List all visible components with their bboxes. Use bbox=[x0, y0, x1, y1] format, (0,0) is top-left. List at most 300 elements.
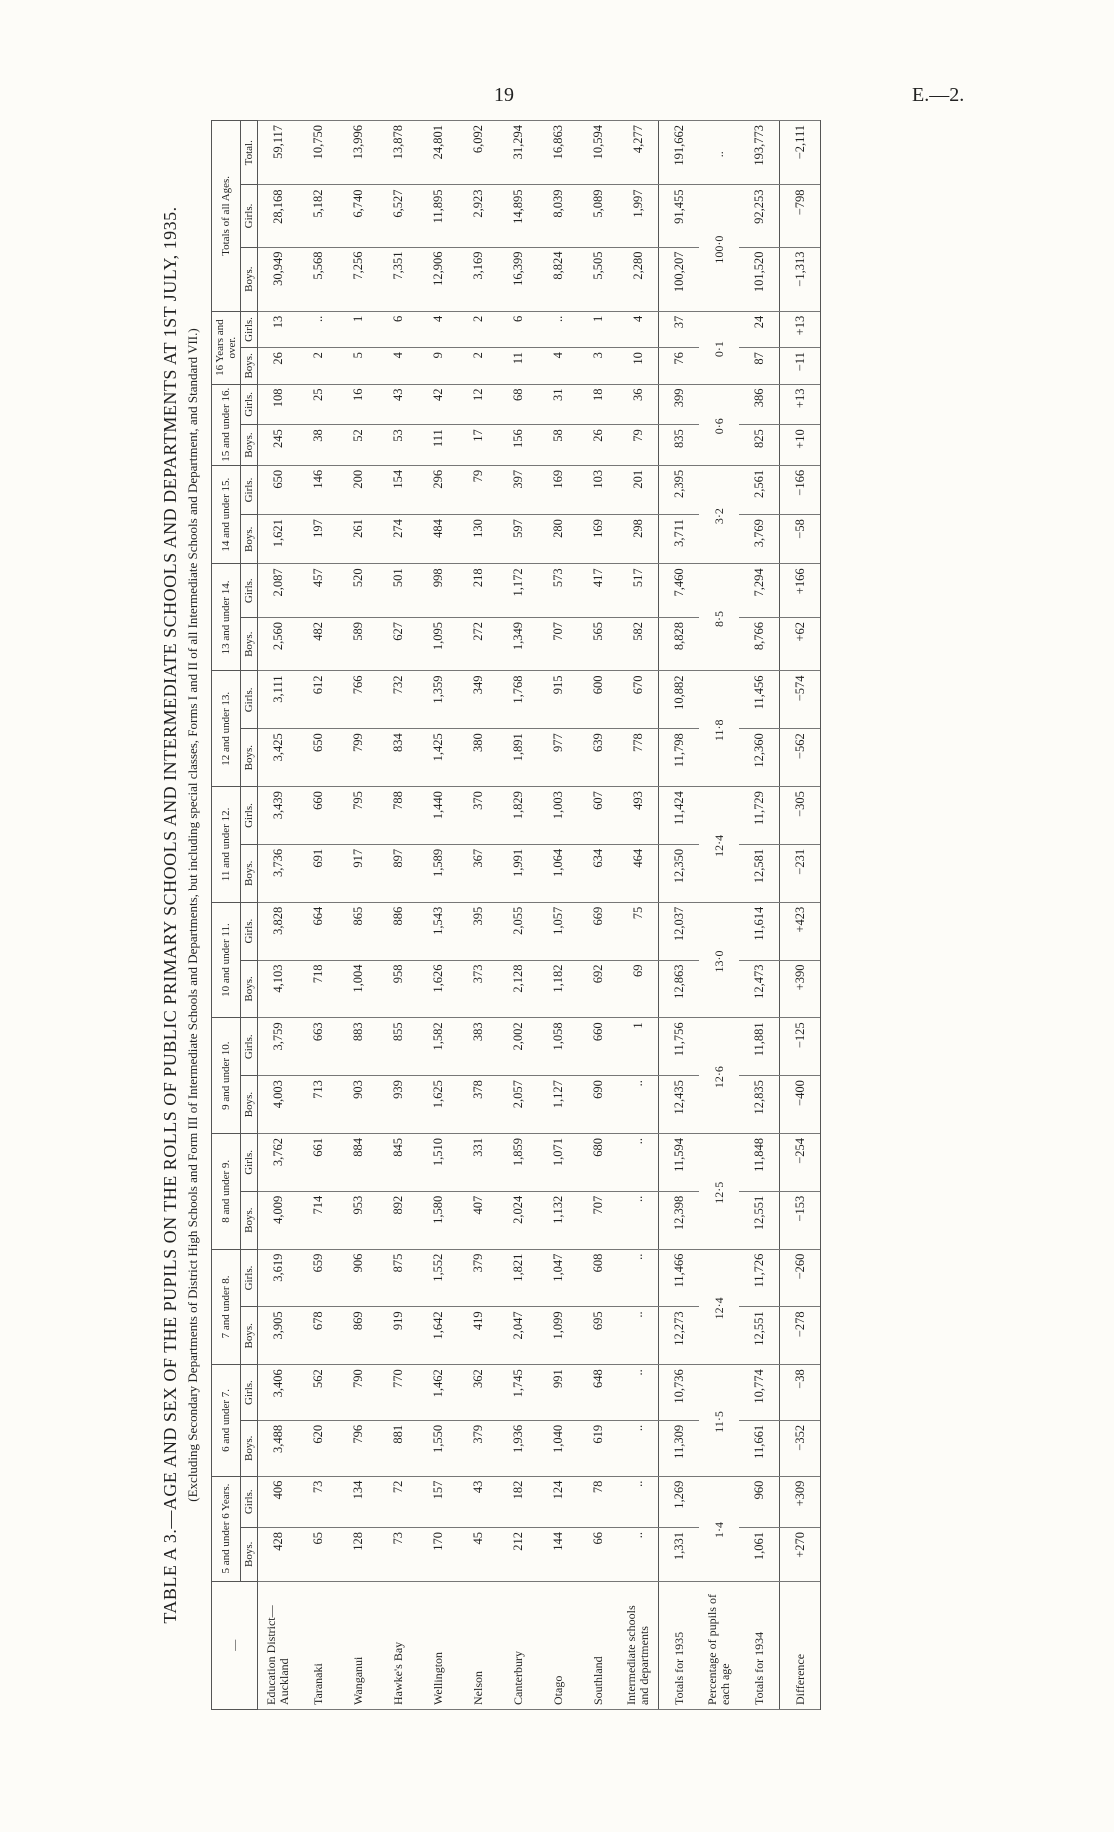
table-cell: 1,095 bbox=[418, 617, 458, 671]
totals-1935-row bbox=[659, 121, 700, 1710]
table-cell: 582 bbox=[618, 617, 659, 671]
table-cell: 2 bbox=[458, 348, 498, 384]
table-cell: .. bbox=[618, 1307, 659, 1365]
table-cell: 960 bbox=[739, 1476, 780, 1527]
percentage-cell: 11·8 bbox=[699, 671, 739, 787]
table-cell: 3,439 bbox=[258, 787, 299, 845]
row-label: Percentage of pupils of each age bbox=[699, 1581, 739, 1709]
table-cell: 953 bbox=[338, 1191, 378, 1249]
header-girls: Girls. bbox=[241, 787, 258, 845]
table-cell: 130 bbox=[458, 515, 498, 564]
header-total: Total. bbox=[241, 121, 258, 185]
table-cell: .. bbox=[618, 1365, 659, 1421]
table-cell: 977 bbox=[538, 729, 578, 787]
table-cell: 272 bbox=[458, 617, 498, 671]
table-cell: 565 bbox=[578, 617, 618, 671]
row-label: Nelson bbox=[458, 1581, 498, 1709]
table-cell: 4 bbox=[618, 311, 659, 347]
table-cell: 108 bbox=[258, 384, 299, 425]
table-cell: 407 bbox=[458, 1191, 498, 1249]
table-cell: 12,037 bbox=[659, 902, 700, 960]
table-cell: 406 bbox=[258, 1476, 299, 1527]
table-cell: 464 bbox=[618, 844, 659, 902]
table-cell: 1,626 bbox=[418, 960, 458, 1018]
table-cell: 11,798 bbox=[659, 729, 700, 787]
table-cell: 4,103 bbox=[258, 960, 299, 1018]
table-cell: 12,906 bbox=[418, 247, 458, 311]
table-cell: 906 bbox=[338, 1249, 378, 1307]
table-cell: 612 bbox=[298, 671, 338, 729]
table-cell: 1,642 bbox=[418, 1307, 458, 1365]
table-cell: 1,004 bbox=[338, 960, 378, 1018]
table-cell: +270 bbox=[780, 1527, 821, 1581]
table-cell: 157 bbox=[418, 1476, 458, 1527]
table-row bbox=[618, 121, 659, 1710]
table-row bbox=[378, 121, 418, 1710]
table-cell: 417 bbox=[578, 564, 618, 618]
table-cell: 154 bbox=[378, 465, 418, 514]
row-label: Education District— Auckland bbox=[258, 1581, 299, 1709]
page-reference: E.—2. bbox=[912, 84, 965, 106]
table-cell: 349 bbox=[458, 671, 498, 729]
table-cell: 43 bbox=[458, 1476, 498, 1527]
table-cell: 770 bbox=[378, 1365, 418, 1421]
table-cell: 1,580 bbox=[418, 1191, 458, 1249]
table-cell: 58 bbox=[538, 425, 578, 466]
rotated-table-page bbox=[160, 120, 846, 1710]
percentage-cell: 11·5 bbox=[699, 1365, 739, 1476]
table-cell: 11,729 bbox=[739, 787, 780, 845]
percentage-cell: 12·4 bbox=[699, 1249, 739, 1365]
header-age-10: 10 and under 11. bbox=[212, 902, 241, 1018]
table-cell: 14,895 bbox=[498, 185, 538, 247]
table-cell: 399 bbox=[659, 384, 700, 425]
header-girls: Girls. bbox=[241, 1018, 258, 1076]
table-cell: 1,625 bbox=[418, 1076, 458, 1134]
table-cell: 201 bbox=[618, 465, 659, 514]
table-cell: 52 bbox=[338, 425, 378, 466]
table-row bbox=[338, 121, 378, 1710]
table-cell: 1,550 bbox=[418, 1420, 458, 1476]
table-cell: 1 bbox=[618, 1018, 659, 1076]
age-sex-table bbox=[211, 120, 821, 1710]
percentage-cell: 0·6 bbox=[699, 384, 739, 465]
table-cell: 678 bbox=[298, 1307, 338, 1365]
table-cell: 627 bbox=[378, 617, 418, 671]
table-cell: 3,736 bbox=[258, 844, 299, 902]
header-boys: Boys. bbox=[241, 844, 258, 902]
percentage-cell: 12·4 bbox=[699, 787, 739, 903]
table-cell: 12,360 bbox=[739, 729, 780, 787]
table-cell: 795 bbox=[338, 787, 378, 845]
row-label: Hawke's Bay bbox=[378, 1581, 418, 1709]
table-cell: 128 bbox=[338, 1527, 378, 1581]
table-cell: 78 bbox=[578, 1476, 618, 1527]
table-cell: .. bbox=[618, 1076, 659, 1134]
table-cell: 1,621 bbox=[258, 515, 299, 564]
header-age-8: 8 and under 9. bbox=[212, 1133, 241, 1249]
table-cell: +166 bbox=[780, 564, 821, 618]
table-cell: 53 bbox=[378, 425, 418, 466]
row-label: Totals for 1935 bbox=[659, 1581, 700, 1709]
table-cell: 12,473 bbox=[739, 960, 780, 1018]
table-cell: 87 bbox=[739, 348, 780, 384]
table-cell: 6 bbox=[498, 311, 538, 347]
table-cell: 1,745 bbox=[498, 1365, 538, 1421]
table-cell: 1,003 bbox=[538, 787, 578, 845]
table-cell: 3,711 bbox=[659, 515, 700, 564]
table-cell: 1,040 bbox=[538, 1420, 578, 1476]
table-cell: 331 bbox=[458, 1133, 498, 1191]
table-cell: 11,848 bbox=[739, 1133, 780, 1191]
table-cell: .. bbox=[538, 311, 578, 347]
header-age-6: 6 and under 7. bbox=[212, 1365, 241, 1476]
table-cell: 28,168 bbox=[258, 185, 299, 247]
header-sub-row bbox=[241, 121, 258, 1710]
table-cell: +13 bbox=[780, 311, 821, 347]
table-cell: 619 bbox=[578, 1420, 618, 1476]
table-cell: 714 bbox=[298, 1191, 338, 1249]
row-label: Totals for 1934 bbox=[739, 1581, 780, 1709]
table-cell: 2,024 bbox=[498, 1191, 538, 1249]
table-cell: 939 bbox=[378, 1076, 418, 1134]
table-cell: 7,460 bbox=[659, 564, 700, 618]
table-cell: 2,560 bbox=[258, 617, 299, 671]
header-boys: Boys. bbox=[241, 247, 258, 311]
table-cell: 30,949 bbox=[258, 247, 299, 311]
table-cell: 6,740 bbox=[338, 185, 378, 247]
table-cell: 1,829 bbox=[498, 787, 538, 845]
table-cell: 31 bbox=[538, 384, 578, 425]
table-cell: 457 bbox=[298, 564, 338, 618]
header-girls: Girls. bbox=[241, 185, 258, 247]
table-cell: 661 bbox=[298, 1133, 338, 1191]
table-cell: 7,256 bbox=[338, 247, 378, 311]
table-cell: 11,661 bbox=[739, 1420, 780, 1476]
table-cell: 38 bbox=[298, 425, 338, 466]
table-cell: 998 bbox=[418, 564, 458, 618]
table-cell: 1,359 bbox=[418, 671, 458, 729]
table-cell: 13 bbox=[258, 311, 299, 347]
table-cell: 378 bbox=[458, 1076, 498, 1134]
table-cell: 191,662 bbox=[659, 121, 700, 185]
table-cell: 620 bbox=[298, 1420, 338, 1476]
table-cell: 4,003 bbox=[258, 1076, 299, 1134]
table-cell: 298 bbox=[618, 515, 659, 564]
table-cell: .. bbox=[618, 1476, 659, 1527]
table-cell: 1,331 bbox=[659, 1527, 700, 1581]
table-cell: 1,127 bbox=[538, 1076, 578, 1134]
table-cell: 884 bbox=[338, 1133, 378, 1191]
table-cell: 261 bbox=[338, 515, 378, 564]
table-cell: 8,828 bbox=[659, 617, 700, 671]
table-cell: 1,543 bbox=[418, 902, 458, 960]
table-cell: 1,582 bbox=[418, 1018, 458, 1076]
difference-row bbox=[780, 121, 821, 1710]
table-cell: 26 bbox=[258, 348, 299, 384]
table-cell: 1,936 bbox=[498, 1420, 538, 1476]
header-boys: Boys. bbox=[241, 1527, 258, 1581]
percentage-cell: 100·0 bbox=[699, 185, 739, 311]
table-cell: 897 bbox=[378, 844, 418, 902]
table-cell: 573 bbox=[538, 564, 578, 618]
table-cell: +423 bbox=[780, 902, 821, 960]
table-cell: 3,762 bbox=[258, 1133, 299, 1191]
row-label: Difference bbox=[780, 1581, 821, 1709]
table-cell: 845 bbox=[378, 1133, 418, 1191]
table-cell: 12,835 bbox=[739, 1076, 780, 1134]
table-cell: 379 bbox=[458, 1249, 498, 1307]
table-cell: 917 bbox=[338, 844, 378, 902]
table-cell: 958 bbox=[378, 960, 418, 1018]
table-cell: 245 bbox=[258, 425, 299, 466]
table-cell: +10 bbox=[780, 425, 821, 466]
table-cell: 1,997 bbox=[618, 185, 659, 247]
table-cell: 501 bbox=[378, 564, 418, 618]
table-cell: −278 bbox=[780, 1307, 821, 1365]
table-cell: 12,435 bbox=[659, 1076, 700, 1134]
header-boys: Boys. bbox=[241, 425, 258, 466]
table-cell: 692 bbox=[578, 960, 618, 1018]
table-cell: −58 bbox=[780, 515, 821, 564]
table-cell: 664 bbox=[298, 902, 338, 960]
table-cell: 31,294 bbox=[498, 121, 538, 185]
table-cell: 386 bbox=[739, 384, 780, 425]
table-cell: 10,594 bbox=[578, 121, 618, 185]
header-girls: Girls. bbox=[241, 1249, 258, 1307]
table-cell: −574 bbox=[780, 671, 821, 729]
table-cell: 835 bbox=[659, 425, 700, 466]
table-cell: 1,064 bbox=[538, 844, 578, 902]
table-cell: 670 bbox=[618, 671, 659, 729]
table-cell: 3,769 bbox=[739, 515, 780, 564]
table-cell: 3,905 bbox=[258, 1307, 299, 1365]
table-cell: −562 bbox=[780, 729, 821, 787]
row-label: Wanganui bbox=[338, 1581, 378, 1709]
table-cell: 1,425 bbox=[418, 729, 458, 787]
table-cell: 79 bbox=[618, 425, 659, 466]
table-cell: 4 bbox=[378, 348, 418, 384]
percentage-cell: 1·4 bbox=[699, 1476, 739, 1581]
table-cell: 16 bbox=[338, 384, 378, 425]
table-cell: 12,863 bbox=[659, 960, 700, 1018]
header-girls: Girls. bbox=[241, 384, 258, 425]
table-cell: −38 bbox=[780, 1365, 821, 1421]
row-label: Canterbury bbox=[498, 1581, 538, 1709]
table-cell: 1,349 bbox=[498, 617, 538, 671]
header-girls: Girls. bbox=[241, 1133, 258, 1191]
table-cell: 383 bbox=[458, 1018, 498, 1076]
row-label: Intermediate schools and departments bbox=[618, 1581, 659, 1709]
table-cell: 75 bbox=[618, 902, 659, 960]
table-cell: 103 bbox=[578, 465, 618, 514]
table-cell: 43 bbox=[378, 384, 418, 425]
table-cell: 66 bbox=[578, 1527, 618, 1581]
table-cell: 59,117 bbox=[258, 121, 299, 185]
percentage-cell: 0·1 bbox=[699, 311, 739, 384]
table-cell: 3,425 bbox=[258, 729, 299, 787]
table-cell: 68 bbox=[498, 384, 538, 425]
table-cell: 11 bbox=[498, 348, 538, 384]
table-row bbox=[498, 121, 538, 1710]
table-cell: −305 bbox=[780, 787, 821, 845]
row-label: Wellington bbox=[418, 1581, 458, 1709]
header-dash: — bbox=[212, 1581, 258, 1709]
table-cell: 2,057 bbox=[498, 1076, 538, 1134]
table-row bbox=[458, 121, 498, 1710]
table-cell: 648 bbox=[578, 1365, 618, 1421]
table-cell: −260 bbox=[780, 1249, 821, 1307]
table-cell: 25 bbox=[298, 384, 338, 425]
table-cell: 799 bbox=[338, 729, 378, 787]
table-cell: 562 bbox=[298, 1365, 338, 1421]
table-cell: 12,581 bbox=[739, 844, 780, 902]
table-cell: .. bbox=[618, 1527, 659, 1581]
header-age-9: 9 and under 10. bbox=[212, 1018, 241, 1134]
table-cell: 825 bbox=[739, 425, 780, 466]
table-cell: 7,351 bbox=[378, 247, 418, 311]
header-age-13: 13 and under 14. bbox=[212, 564, 241, 671]
table-row bbox=[258, 121, 299, 1710]
table-cell: 660 bbox=[578, 1018, 618, 1076]
table-cell: 16,399 bbox=[498, 247, 538, 311]
table-cell: 695 bbox=[578, 1307, 618, 1365]
table-cell: 607 bbox=[578, 787, 618, 845]
table-cell: 65 bbox=[298, 1527, 338, 1581]
table-cell: 12 bbox=[458, 384, 498, 425]
header-girls: Girls. bbox=[241, 671, 258, 729]
row-label: Taranaki bbox=[298, 1581, 338, 1709]
header-girls: Girls. bbox=[241, 564, 258, 618]
table-cell: 650 bbox=[258, 465, 299, 514]
table-cell: .. bbox=[618, 1420, 659, 1476]
header-girls: Girls. bbox=[241, 1476, 258, 1527]
table-cell: 707 bbox=[538, 617, 578, 671]
table-cell: 5,568 bbox=[298, 247, 338, 311]
table-cell: 2,087 bbox=[258, 564, 299, 618]
table-cell: 11,726 bbox=[739, 1249, 780, 1307]
table-cell: 6,092 bbox=[458, 121, 498, 185]
table-cell: 3,111 bbox=[258, 671, 299, 729]
table-cell: 9 bbox=[418, 348, 458, 384]
table-cell: 11,881 bbox=[739, 1018, 780, 1076]
table-cell: 1,510 bbox=[418, 1133, 458, 1191]
table-cell: 881 bbox=[378, 1420, 418, 1476]
table-cell: 11,895 bbox=[418, 185, 458, 247]
header-girls: Girls. bbox=[241, 311, 258, 347]
table-row bbox=[418, 121, 458, 1710]
table-cell: 111 bbox=[418, 425, 458, 466]
header-boys: Boys. bbox=[241, 515, 258, 564]
percentage-cell: 13·0 bbox=[699, 902, 739, 1018]
table-cell: 608 bbox=[578, 1249, 618, 1307]
table-cell: 24,801 bbox=[418, 121, 458, 185]
table-cell: 146 bbox=[298, 465, 338, 514]
table-cell: 5,089 bbox=[578, 185, 618, 247]
table-cell: 169 bbox=[578, 515, 618, 564]
table-cell: 92,253 bbox=[739, 185, 780, 247]
table-cell: 8,766 bbox=[739, 617, 780, 671]
table-cell: 45 bbox=[458, 1527, 498, 1581]
table-cell: 8,824 bbox=[538, 247, 578, 311]
table-cell: 732 bbox=[378, 671, 418, 729]
header-boys: Boys. bbox=[241, 960, 258, 1018]
table-cell: 169 bbox=[538, 465, 578, 514]
table-cell: 419 bbox=[458, 1307, 498, 1365]
table-cell: 24 bbox=[739, 311, 780, 347]
row-label: Southland bbox=[578, 1581, 618, 1709]
table-cell: 865 bbox=[338, 902, 378, 960]
table-cell: 10,774 bbox=[739, 1365, 780, 1421]
table-cell: 2,280 bbox=[618, 247, 659, 311]
table-cell: 73 bbox=[378, 1527, 418, 1581]
table-row bbox=[538, 121, 578, 1710]
table-cell: 10,882 bbox=[659, 671, 700, 729]
table-cell: 1,099 bbox=[538, 1307, 578, 1365]
table-cell: 1,172 bbox=[498, 564, 538, 618]
table-cell: 12,551 bbox=[739, 1191, 780, 1249]
table-cell: 788 bbox=[378, 787, 418, 845]
table-cell: 1,991 bbox=[498, 844, 538, 902]
table-cell: −798 bbox=[780, 185, 821, 247]
table-cell: 428 bbox=[258, 1527, 299, 1581]
table-cell: 100,207 bbox=[659, 247, 700, 311]
table-cell: 663 bbox=[298, 1018, 338, 1076]
table-cell: 482 bbox=[298, 617, 338, 671]
table-cell: 17 bbox=[458, 425, 498, 466]
table-cell: 718 bbox=[298, 960, 338, 1018]
header-totals: Totals of all Ages. bbox=[212, 121, 241, 312]
table-cell: 883 bbox=[338, 1018, 378, 1076]
table-cell: 2,047 bbox=[498, 1307, 538, 1365]
table-cell: 1 bbox=[338, 311, 378, 347]
table-cell: .. bbox=[618, 1133, 659, 1191]
table-cell: 659 bbox=[298, 1249, 338, 1307]
table-cell: 5 bbox=[338, 348, 378, 384]
percentage-cell: 12·6 bbox=[699, 1018, 739, 1134]
table-cell: 790 bbox=[338, 1365, 378, 1421]
table-cell: 4 bbox=[418, 311, 458, 347]
table-cell: 1,462 bbox=[418, 1365, 458, 1421]
table-cell: +390 bbox=[780, 960, 821, 1018]
table-cell: −2,111 bbox=[780, 121, 821, 185]
table-cell: 73 bbox=[298, 1476, 338, 1527]
table-cell: 903 bbox=[338, 1076, 378, 1134]
table-cell: 296 bbox=[418, 465, 458, 514]
header-age-15: 15 and under 16. bbox=[212, 384, 241, 465]
table-cell: 3,406 bbox=[258, 1365, 299, 1421]
table-cell: 18 bbox=[578, 384, 618, 425]
table-cell: 13,878 bbox=[378, 121, 418, 185]
table-cell: 1,821 bbox=[498, 1249, 538, 1307]
table-cell: 650 bbox=[298, 729, 338, 787]
table-cell: 11,756 bbox=[659, 1018, 700, 1076]
table-cell: 72 bbox=[378, 1476, 418, 1527]
table-cell: 2 bbox=[298, 348, 338, 384]
table-cell: 1,182 bbox=[538, 960, 578, 1018]
table-cell: 16,863 bbox=[538, 121, 578, 185]
table-cell: 212 bbox=[498, 1527, 538, 1581]
table-row bbox=[578, 121, 618, 1710]
table-cell: 2,055 bbox=[498, 902, 538, 960]
table-row bbox=[298, 121, 338, 1710]
table-cell: 919 bbox=[378, 1307, 418, 1365]
table-cell: 11,466 bbox=[659, 1249, 700, 1307]
table-cell: 4 bbox=[538, 348, 578, 384]
percentage-cell: 12·5 bbox=[699, 1133, 739, 1249]
table-cell: 397 bbox=[498, 465, 538, 514]
table-cell: 380 bbox=[458, 729, 498, 787]
